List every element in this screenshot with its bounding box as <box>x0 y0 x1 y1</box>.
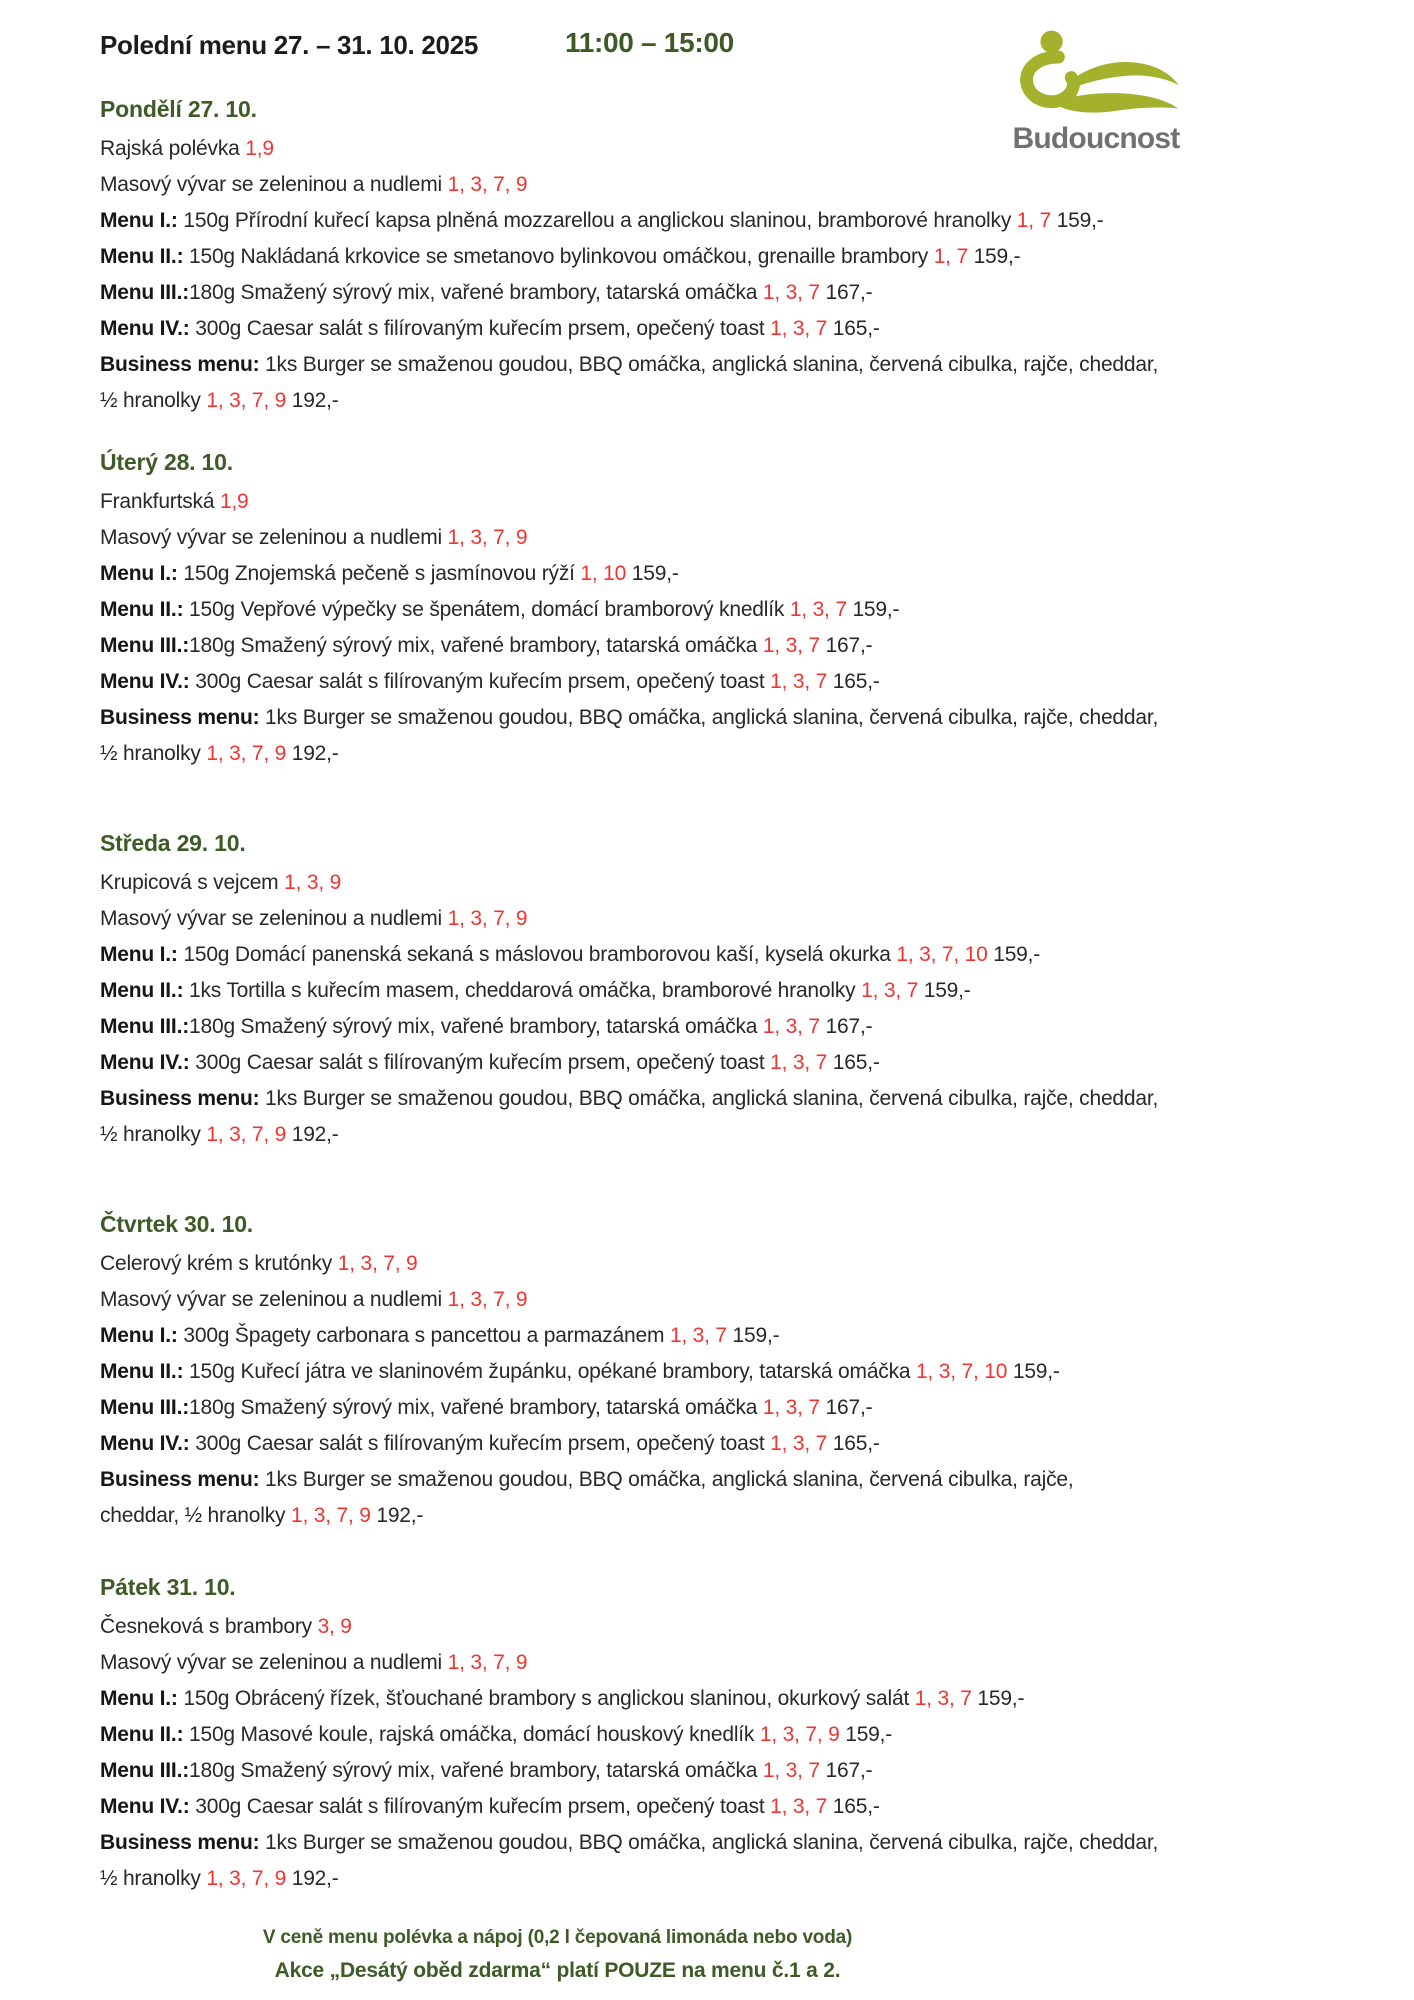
menu-text: 150g Vepřové výpečky se špenátem, domácí bramborový knedlík <box>183 598 790 621</box>
menu-text: 150g Masové koule, rajská omáčka, domácí houskový knedlík <box>183 1723 760 1746</box>
menu-text: 180g Smažený sýrový mix, vařené brambory, tatarská omáčka <box>189 634 763 657</box>
menu-label: Menu III.: <box>100 1759 189 1782</box>
budoucnost-logo <box>998 28 1194 154</box>
reclining-figure-icon <box>998 28 1194 122</box>
menu-text: 1ks Burger se smaženou goudou, BBQ omáčka, anglická slanina, červená cibulka, rajče, <box>259 1468 1074 1491</box>
menu-line <box>100 1645 1330 1681</box>
footer-promo-note: Akce „Desátý oběd zdarma“ platí POUZE na menu č.1 a 2. <box>274 1959 841 1982</box>
page-footer <box>100 1923 1015 1989</box>
menu-line <box>100 664 1330 700</box>
menu-text: 167,- <box>819 1015 873 1038</box>
menu-text: 167,- <box>819 1396 873 1419</box>
allergen-numbers: 1, 3, 7, 9 <box>447 1288 528 1311</box>
menu-text: 159,- <box>626 562 679 585</box>
menu-line <box>100 1282 1330 1318</box>
menu-days <box>100 96 1330 1897</box>
menu-label: Menu IV.: <box>100 317 190 340</box>
menu-text: 165,- <box>827 670 880 693</box>
menu-label: Menu II.: <box>100 245 184 268</box>
menu-label: Menu II.: <box>100 598 184 621</box>
menu-label: Menu III.: <box>100 634 189 657</box>
menu-label: Menu IV.: <box>100 1432 190 1455</box>
menu-line <box>100 1681 1330 1717</box>
menu-text: 192,- <box>370 1504 424 1527</box>
menu-label: Business menu: <box>100 353 260 376</box>
day-heading: Čtvrtek 30. 10. <box>100 1211 253 1237</box>
allergen-numbers: 1, 3, 7, 10 <box>916 1360 1008 1383</box>
menu-line <box>100 628 1330 664</box>
menu-text: 159,- <box>918 979 971 1002</box>
menu-label: Menu II.: <box>100 979 184 1002</box>
footer-included-note: V ceně menu polévka a nápoj (0,2 l čepovaná limonáda nebo voda) <box>262 1927 853 1948</box>
menu-label: Business menu: <box>100 1087 260 1110</box>
allergen-numbers: 1, 3, 7 <box>861 979 919 1002</box>
menu-text: ½ hranolky <box>100 389 207 412</box>
allergen-numbers: 1, 3, 7 <box>669 1324 727 1347</box>
menu-line <box>100 167 1330 203</box>
menu-line <box>100 937 1330 973</box>
allergen-numbers: 1, 3, 9 <box>284 871 342 894</box>
menu-text: Masový vývar se zeleninou a nudlemi <box>100 173 448 196</box>
menu-line <box>100 520 1330 556</box>
allergen-numbers: 1, 3, 7, 9 <box>447 173 528 196</box>
allergen-numbers: 1, 3, 7 <box>762 281 820 304</box>
menu-text: 150g Nakládaná krkovice se smetanovo bylinkovou omáčkou, grenaille brambory <box>183 245 934 268</box>
menu-text: 150g Přírodní kuřecí kapsa plněná mozzarellou a anglickou slaninou, bramborové hranolky <box>177 209 1017 232</box>
allergen-numbers: 1, 7 <box>1016 209 1051 232</box>
menu-line <box>100 1717 1330 1753</box>
page-title: Polední menu 27. – 31. 10. 2025 <box>100 30 479 60</box>
allergen-numbers: 1, 3, 7 <box>762 1396 820 1419</box>
menu-line <box>100 592 1330 628</box>
allergen-numbers: 1, 10 <box>580 562 627 585</box>
menu-line <box>100 203 1330 239</box>
menu-line <box>100 1426 1330 1462</box>
menu-line <box>100 973 1330 1009</box>
menu-text: 167,- <box>819 634 873 657</box>
menu-label: Menu II.: <box>100 1723 184 1746</box>
menu-text: 180g Smažený sýrový mix, vařené brambory, tatarská omáčka <box>189 1759 763 1782</box>
menu-line <box>100 239 1330 275</box>
day-section <box>100 449 1330 772</box>
menu-text: 159,- <box>846 598 900 621</box>
menu-text: 159,- <box>971 1687 1025 1710</box>
logo-text: Budoucnost <box>1012 122 1180 155</box>
allergen-numbers: 1, 3, 7, 9 <box>206 1867 287 1890</box>
menu-label: Menu III.: <box>100 1015 189 1038</box>
menu-line <box>100 1789 1330 1825</box>
menu-line <box>100 1117 1330 1153</box>
allergen-numbers: 1, 3, 7 <box>914 1687 972 1710</box>
menu-text: Frankfurtská <box>100 490 220 513</box>
menu-label: Menu I.: <box>100 943 178 966</box>
menu-line <box>100 736 1330 772</box>
allergen-numbers: 1, 3, 7 <box>789 598 847 621</box>
menu-text: 150g Domácí panenská sekaná s máslovou bramborovou kaší, kyselá okurka <box>177 943 897 966</box>
menu-text: 159,- <box>967 245 1021 268</box>
menu-label: Business menu: <box>100 1831 260 1854</box>
menu-text: 150g Znojemská pečeně s jasmínovou rýží <box>177 562 581 585</box>
day-section <box>100 830 1330 1153</box>
menu-text: Masový vývar se zeleninou a nudlemi <box>100 1651 448 1674</box>
menu-text: 300g Špagety carbonara s pancettou a parmazánem <box>177 1324 670 1347</box>
allergen-numbers: 1,9 <box>219 490 249 513</box>
menu-label: Menu IV.: <box>100 1051 190 1074</box>
menu-text: Masový vývar se zeleninou a nudlemi <box>100 1288 448 1311</box>
menu-text: 1ks Burger se smaženou goudou, BBQ omáčka, anglická slanina, červená cibulka, rajče, cheddar, <box>259 706 1159 729</box>
menu-label: Business menu: <box>100 706 260 729</box>
allergen-numbers: 1, 3, 7 <box>770 317 828 340</box>
allergen-numbers: 1, 3, 7 <box>770 1051 828 1074</box>
menu-text: 180g Smažený sýrový mix, vařené brambory, tatarská omáčka <box>189 1015 763 1038</box>
menu-line <box>100 1246 1330 1282</box>
menu-line <box>100 383 1330 419</box>
menu-label: Menu IV.: <box>100 1795 190 1818</box>
menu-text: 159,- <box>839 1723 893 1746</box>
menu-line <box>100 311 1330 347</box>
allergen-numbers: 1, 3, 7 <box>762 634 820 657</box>
menu-text: 1ks Burger se smaženou goudou, BBQ omáčka, anglická slanina, červená cibulka, rajče, cheddar, <box>259 353 1159 376</box>
menu-text: ½ hranolky <box>100 1867 207 1890</box>
menu-label: Menu I.: <box>100 1687 178 1710</box>
menu-text: 159,- <box>1051 209 1104 232</box>
allergen-numbers: 1, 3, 7, 9 <box>337 1252 418 1275</box>
menu-text: ½ hranolky <box>100 1123 207 1146</box>
menu-line <box>100 700 1330 736</box>
allergen-numbers: 1, 3, 7 <box>762 1015 820 1038</box>
menu-line <box>100 1609 1330 1645</box>
menu-line <box>100 1081 1330 1117</box>
menu-text: 300g Caesar salát s filírovaným kuřecím prsem, opečený toast <box>189 1432 771 1455</box>
allergen-numbers: 1, 3, 7 <box>770 1795 828 1818</box>
allergen-numbers: 1, 3, 7, 9 <box>290 1504 371 1527</box>
opening-hours: 11:00 – 15:00 <box>565 27 734 58</box>
menu-line <box>100 1009 1330 1045</box>
menu-text: Česneková s brambory <box>100 1615 318 1638</box>
menu-line <box>100 1498 1330 1534</box>
menu-text: Masový vývar se zeleninou a nudlemi <box>100 526 448 549</box>
allergen-numbers: 1,9 <box>245 137 274 160</box>
menu-text: ½ hranolky <box>100 742 207 765</box>
allergen-numbers: 1, 3, 7 <box>770 1432 828 1455</box>
allergen-numbers: 1, 3, 7, 9 <box>206 1123 287 1146</box>
menu-text: 165,- <box>827 1432 880 1455</box>
allergen-numbers: 1, 3, 7, 9 <box>206 389 287 412</box>
menu-line <box>100 1045 1330 1081</box>
menu-text: 150g Kuřecí játra ve slaninovém župánku, opékané brambory, tatarská omáčka <box>183 1360 917 1383</box>
allergen-numbers: 1, 3, 7, 9 <box>447 1651 528 1674</box>
menu-line <box>100 1354 1330 1390</box>
menu-line <box>100 1861 1330 1897</box>
menu-text: 192,- <box>286 742 339 765</box>
menu-text: 1ks Tortilla s kuřecím masem, cheddarová omáčka, bramborové hranolky <box>183 979 862 1002</box>
menu-line <box>100 1825 1330 1861</box>
menu-text: 300g Caesar salát s filírovaným kuřecím prsem, opečený toast <box>189 670 771 693</box>
menu-label: Menu II.: <box>100 1360 184 1383</box>
menu-text: 180g Smažený sýrový mix, vařené brambory, tatarská omáčka <box>189 281 763 304</box>
menu-text: 1ks Burger se smaženou goudou, BBQ omáčka, anglická slanina, červená cibulka, rajče, cheddar, <box>259 1087 1159 1110</box>
menu-line <box>100 901 1330 937</box>
menu-label: Menu I.: <box>100 1324 178 1347</box>
day-heading: Pondělí 27. 10. <box>100 96 257 122</box>
menu-text: 167,- <box>819 281 873 304</box>
menu-text: 192,- <box>286 1867 339 1890</box>
day-heading: Úterý 28. 10. <box>100 449 233 475</box>
menu-line <box>100 275 1330 311</box>
allergen-numbers: 1, 3, 7, 9 <box>447 526 528 549</box>
menu-label: Menu III.: <box>100 281 189 304</box>
menu-label: Menu I.: <box>100 209 178 232</box>
menu-line <box>100 1753 1330 1789</box>
menu-text: 165,- <box>827 1795 880 1818</box>
allergen-numbers: 1, 3, 7, 9 <box>447 907 528 930</box>
menu-text: 180g Smažený sýrový mix, vařené brambory, tatarská omáčka <box>189 1396 763 1419</box>
menu-line <box>100 484 1330 520</box>
allergen-numbers: 1, 3, 7, 9 <box>759 1723 840 1746</box>
menu-label: Business menu: <box>100 1468 260 1491</box>
menu-text: Rajská polévka <box>100 137 246 160</box>
menu-line <box>100 865 1330 901</box>
allergen-numbers: 3, 9 <box>317 1615 352 1638</box>
menu-text: 300g Caesar salát s filírovaným kuřecím prsem, opečený toast <box>189 1795 771 1818</box>
menu-label: Menu I.: <box>100 562 178 585</box>
menu-text: 165,- <box>827 1051 880 1074</box>
menu-text: 192,- <box>286 389 339 412</box>
menu-text: 1ks Burger se smaženou goudou, BBQ omáčka, anglická slanina, červená cibulka, rajče, cheddar, <box>259 1831 1159 1854</box>
day-heading: Středa 29. 10. <box>100 830 246 856</box>
menu-text: 159,- <box>726 1324 780 1347</box>
menu-text: 165,- <box>827 317 880 340</box>
menu-text: 167,- <box>819 1759 873 1782</box>
allergen-numbers: 1, 3, 7, 9 <box>206 742 287 765</box>
menu-line <box>100 556 1330 592</box>
menu-line <box>100 1462 1330 1498</box>
menu-line <box>100 1318 1330 1354</box>
day-section <box>100 1211 1330 1534</box>
day-heading: Pátek 31. 10. <box>100 1574 236 1600</box>
menu-text: 300g Caesar salát s filírovaným kuřecím prsem, opečený toast <box>189 1051 771 1074</box>
menu-label: Menu IV.: <box>100 670 190 693</box>
menu-text: Masový vývar se zeleninou a nudlemi <box>100 907 448 930</box>
allergen-numbers: 1, 3, 7, 10 <box>896 943 988 966</box>
menu-text: 300g Caesar salát s filírovaným kuřecím prsem, opečený toast <box>189 317 771 340</box>
menu-text: Celerový krém s krutónky <box>100 1252 338 1275</box>
allergen-numbers: 1, 3, 7 <box>762 1759 820 1782</box>
menu-label: Menu III.: <box>100 1396 189 1419</box>
allergen-numbers: 1, 7 <box>933 245 968 268</box>
menu-text: 159,- <box>987 943 1041 966</box>
menu-line <box>100 347 1330 383</box>
menu-text: cheddar, ½ hranolky <box>100 1504 291 1527</box>
menu-text: 159,- <box>1007 1360 1060 1383</box>
allergen-numbers: 1, 3, 7 <box>770 670 828 693</box>
menu-text: 150g Obrácený řízek, šťouchané brambory s anglickou slaninou, okurkový salát <box>177 1687 915 1710</box>
menu-text: 192,- <box>286 1123 339 1146</box>
menu-text: Krupicová s vejcem <box>100 871 285 894</box>
day-section <box>100 1574 1330 1897</box>
menu-line <box>100 1390 1330 1426</box>
